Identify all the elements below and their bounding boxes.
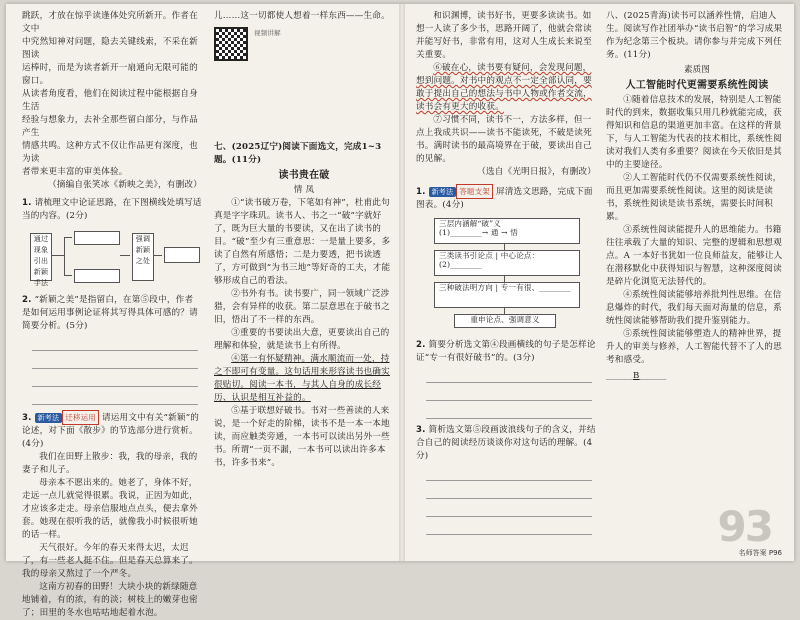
excerpt-para: 天气很好。今年的春天来得太迟，太迟了，有一些老人挺不住。但是春天总算来了。我的母亲又熬过了一个严冬。 xyxy=(22,543,198,579)
excerpt-para: 这南方初春的田野！大块小块的新绿随意地铺着，有的浓，有的淡；树枝上的嫩芽也密了；田里的冬水也咕咕地起着水泡。 xyxy=(22,582,198,618)
excerpt-para: 母亲本不愿出来的。她老了，身体不好，走远一点儿就觉得很累。我说，正因为如此，才应该多走走。母亲信服地点点头，便去拿外套。她现在很听我的话，就像我小时候很听她的话一样。 xyxy=(22,478,198,540)
question-2: 2. “新颖之美”是指留白，在第⑤段中，作者是如何运用事例论证将其写得具体可感的？请简要分析。(5分) xyxy=(22,295,198,331)
question-1: 1. 请梳理文中论证思路，在下图横线处填写适当的内容。(2分) xyxy=(22,198,202,221)
qr-code-icon[interactable] xyxy=(214,27,248,61)
source-citation: （选自《光明日报》，有删改） xyxy=(477,167,596,177)
intro-line: 中究然知神对问题，隐去关键线索，不采在新图读 xyxy=(22,37,198,60)
question-3-text: 请运用文中有关“新颖”的论述，对下面《散步》的节选部分进行赏析。(4分) xyxy=(22,413,200,449)
blank-b[interactable]: B xyxy=(632,371,640,381)
chart-answer-row[interactable]: (1)________→ 通 → 悟 xyxy=(439,228,518,237)
section-heading: 八、(2025青海)读书可以涵养性情，启迪人生。阅读写作社团举办“读书启智”的学习成果作为纪念第三个板块。请你参与并完成下列任务。(11分) xyxy=(606,11,783,60)
answer-line[interactable] xyxy=(32,355,198,369)
right-page-column-2 xyxy=(606,10,788,558)
article-para: ⑤基于联想好破书。书对一些善读的人来说，是一个好走的阶梯，读书不是一本一本地读，而应触类旁通，一本书可以读出另外一些书。所谓“一页不漏，一本书可以读出许多本书，许多书来”。 xyxy=(214,406,390,468)
article-para: ⑤系统性阅读能够塑造人的精神世界，提升人的审美与修养，人工智能代替不了人的思考和感受。 xyxy=(606,329,782,365)
chart-label: 三层内涵解“破”义 xyxy=(439,219,501,228)
book-gutter xyxy=(399,4,405,561)
question-1: 1. 新考法 答题支架 屏清选文思路，完成下面图表。(4分) xyxy=(416,184,596,212)
chart-box xyxy=(434,218,580,244)
chart-label: 三类读书引论点 | 中心论点： xyxy=(439,251,540,260)
article-para: ⑥破在心，读书要有疑问，会发现问题，想到问题。对书中的观点不一定全部认同，要敢于提出自己的想法与书中人物或作者交流，读书会有更大的收获。 xyxy=(416,63,592,112)
article-para: ②人工智能时代仍不仅需要系统性阅读，而且更加需要系统性阅读。这里的阅读是读书，系统性阅读是读书系统，需要长时间积累。 xyxy=(606,173,782,222)
answer-line[interactable] xyxy=(426,369,592,383)
book-spread xyxy=(6,4,794,618)
right-page-column-1 xyxy=(416,10,596,558)
page-watermark-number: 93 xyxy=(717,502,772,551)
spacer xyxy=(214,67,394,137)
answer-line[interactable] xyxy=(32,337,198,351)
chart-box xyxy=(434,282,580,308)
answer-line[interactable] xyxy=(426,387,592,401)
question-2: 2. 简要分析选文第④段画横线的句子是怎样论证“专一有很好破书”的。(3分) xyxy=(416,340,596,363)
article-para: 和识渊博，读书好书，更要多读读书。如想一人读了多少书，思路开阔了，他就会常读并能写好书，非常有用，这对人生成长来说至关重要。 xyxy=(416,11,592,60)
article-para: ③重要的书要读出大意，更要读出自己的理解和体验，就是读书上有所得。 xyxy=(214,328,390,351)
answer-blank[interactable] xyxy=(164,247,200,263)
article-para: ⑦习惯不同，读书不一，方法多样，但一点上我成共识——读书不能读死，不破是读死书。满时读书的最高境界在于破，要读出自己的见解。 xyxy=(416,115,592,164)
answer-blank[interactable] xyxy=(74,269,120,283)
left-page-column-1 xyxy=(22,10,202,618)
question-1-text: 屏清选文思路，完成下面图表。(4分) xyxy=(416,187,593,210)
chart-answer-row[interactable]: 三种破法明方向 | 专一有很、________ xyxy=(439,283,571,292)
material-label: 素质图 xyxy=(683,65,711,75)
article-para: ①随着信息技术的发展，特别是人工智能时代的到来，数据收集只用几秒就能完成，获得知识和信息的渠道更加丰富。在这样的背景下，与人工智能为代表的技术相比，系统性阅读对我们人类有多重要？阅读在今天依旧是其中的主要途径。 xyxy=(606,95,782,170)
question-3: 3. 新考法 迁移运用 请运用文中有关“新颖”的论述，对下面《散步》的节选部分进行赏析。(4分) xyxy=(22,410,202,451)
article-title: 读书贵在破 xyxy=(278,170,330,181)
intro-line: 经验与想象力，去补全那些留白部分，与作品产生 xyxy=(22,115,198,138)
diagram-box: 强调新颖之处 xyxy=(132,233,154,281)
chart-box xyxy=(434,250,580,276)
answer-line[interactable] xyxy=(426,485,592,499)
thinking-chart xyxy=(416,216,596,334)
article-para: ④第一有怀疑精神。满水顺流而一处，持之不即可有变量。这句话用来形容读书也确实很贴切。阅读一本书，与其人自身的成长经历、认识是相互补益的。 xyxy=(214,354,390,403)
intro-line: 情感共鸣。这种方式不仅让作品更有深度，也为读 xyxy=(22,141,198,164)
question-2-text: “新颖之美”是指留白，在第⑤段中，作者是如何运用事例论证将其写得具体可感的？请简要分析。(5分) xyxy=(22,295,198,331)
answer-line[interactable] xyxy=(426,521,592,535)
article-para: ④系统性阅读能够培养批判性思维。在信息爆炸的时代，我们每天面对海量的信息，系统性阅读能够帮助我们提升鉴别能力。 xyxy=(606,290,782,326)
intro-line: 跳跃，才放在惊乎读逢体处究所新开。作者在文中 xyxy=(22,11,198,34)
argument-diagram xyxy=(22,227,202,289)
intro-line: 者带来更丰富的审美体验。 xyxy=(22,167,128,177)
new-method-tag: 新考法 xyxy=(35,413,63,423)
transfer-tag: 迁移运用 xyxy=(62,410,99,425)
question-3-text: 简析选文第⑤段画波浪线句子的含义，并结合自己的阅读经历谈谈你对这句话的理解。(4分) xyxy=(416,425,596,461)
article-title: 人工智能时代更需要系统性阅读 xyxy=(625,80,769,91)
scaffold-tag: 答题支架 xyxy=(456,184,493,199)
question-1-text: 请梳理文中论证思路，在下图横线处填写适当的内容。(2分) xyxy=(22,198,202,221)
left-page-column-2 xyxy=(214,10,394,558)
excerpt-para: 我们在田野上散步：我，我的母亲，我的妻子和儿子。 xyxy=(22,452,198,475)
source-citation: （摘编自张笑冰《新映之美》，有删改） xyxy=(48,180,202,190)
page-footer: 名师答案 P96 xyxy=(738,549,782,557)
qr-block xyxy=(214,27,394,61)
section-heading: 七、(2025辽宁)阅读下面选文，完成1~3题。(11分) xyxy=(214,142,382,165)
article-author: 情 凤 xyxy=(293,185,315,195)
answer-blank[interactable] xyxy=(74,231,120,245)
chart-box: 重申论点、强调意义 xyxy=(454,314,556,328)
question-3: 3. 简析选文第⑤段画波浪线句子的含义，并结合自己的阅读经历谈谈你对这句话的理解。(4分) xyxy=(416,425,596,461)
continued-line: 儿……这一切都使人想着一样东西——生命。 xyxy=(214,11,390,21)
article-para: ①“读书破万卷，下笔如有神”，杜甫此句真是字字珠玑。读书人、书之一“破”字就好了，既为巨大量的书要读，又在出了读书的目。“破”至少有三重意思：一是量上要多，多读了自然有所感悟；二是力要透，把书读透了，方可做到“为书三地”等好奇的工夫，才能够形成自己的看法。 xyxy=(214,198,391,286)
article-para: ③系统性阅读能提升人的思维能力。书籍往往承载了大量的知识、完整的逻辑和思想观点。A 一本好书犹如一位良师益友，能够让人在潜移默化中获得知识与智慧，这种深度阅读是碎片化浏览无法替代的。 xyxy=(606,225,783,287)
intro-line: 运棒时，而是为读者新开一扇通向无限可能的窗口。 xyxy=(22,63,198,86)
answer-line[interactable] xyxy=(426,503,592,517)
answer-line[interactable] xyxy=(32,373,198,387)
answer-line[interactable] xyxy=(32,391,198,405)
new-method-tag: 新考法 xyxy=(429,187,457,197)
qr-caption: 视频讲解 xyxy=(254,29,281,37)
chart-answer-row[interactable]: (2)________ xyxy=(439,260,482,269)
article-para: ②书外有书。读书要广，同一领域广泛涉猎，会有异样的收获。第二层意思在于破书之旧，悟出了不一样的东西。 xyxy=(214,289,390,325)
diagram-box: 通过现象引出新颖手法 xyxy=(30,233,52,281)
answer-line[interactable] xyxy=(426,405,592,419)
answer-line[interactable] xyxy=(426,467,592,481)
blank-b-line: ______B______ xyxy=(606,371,667,381)
intro-line: 从读者角度看，他们在阅读过程中能根据自身生活 xyxy=(22,89,198,112)
question-2-text: 简要分析选文第④段画横线的句子是怎样论证“专一有很好破书”的。(3分) xyxy=(416,340,596,363)
